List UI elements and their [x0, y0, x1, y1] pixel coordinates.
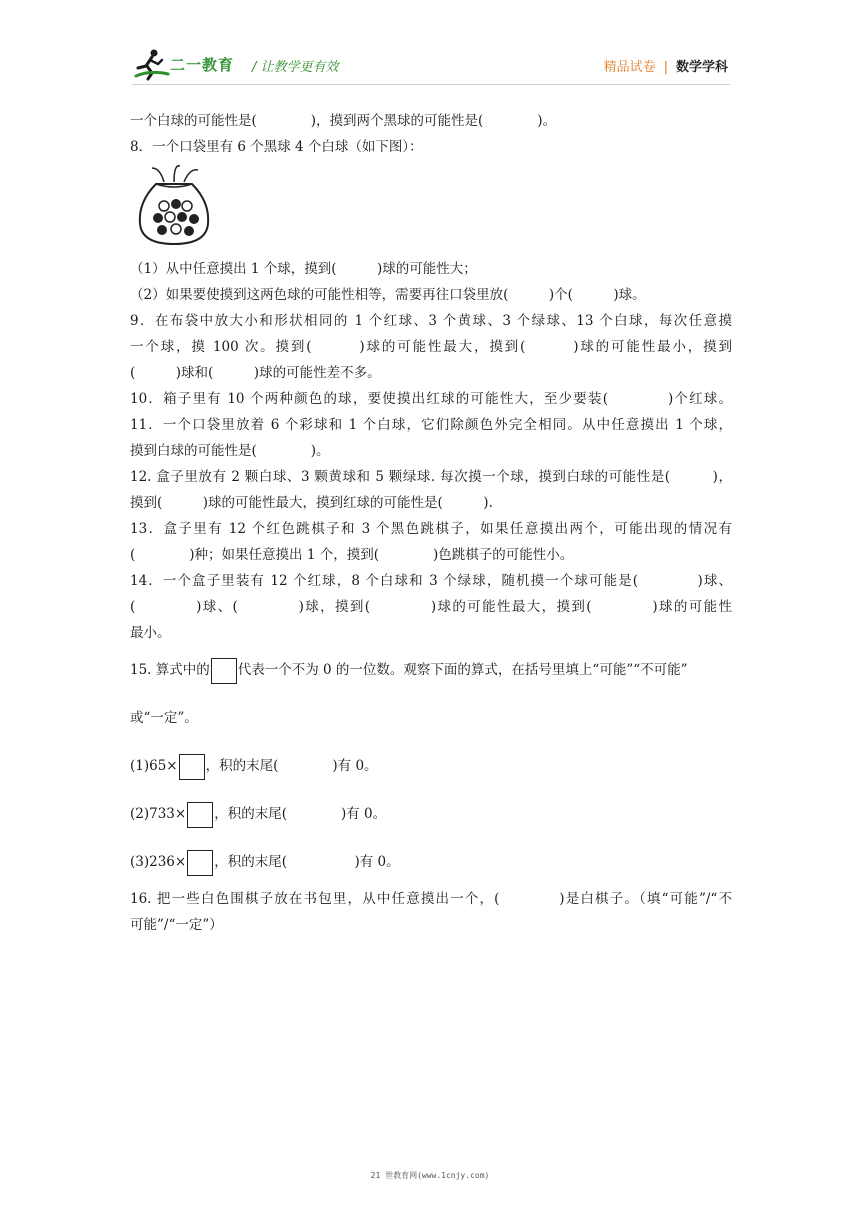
digit-box	[211, 658, 237, 684]
question-9-line-3: ( )球和( )球的可能性差不多。	[130, 365, 381, 381]
runner-icon	[132, 46, 172, 82]
question-10: 10．箱子里有 10 个两种颜色的球，要使摸出红球的可能性大，至少要装( )个红球。	[130, 391, 732, 407]
expression-2: (2)733×	[130, 806, 187, 822]
question-13-line-2: ( )种；如果任意摸出 1 个，摸到( )色跳棋子的可能性小。	[130, 547, 574, 563]
question-9-line-2: 一个球，摸 100 次。摸到( )球的可能性最大，摸到( )球的可能性最小，摸到	[130, 339, 732, 355]
question-9-line-1: 9．在布袋中放大小和形状相同的 1 个红球、3 个黄球、3 个绿球、13 个白球，每次任意摸	[130, 313, 732, 329]
expression-1: (1)65×	[130, 758, 178, 774]
digit-box	[187, 802, 213, 828]
ball-bag-icon	[134, 162, 214, 246]
expression-3-answer: ，积的末尾( )有 0。	[214, 854, 400, 870]
digit-box	[179, 754, 205, 780]
question-15-line-1	[130, 646, 732, 694]
question-content	[130, 108, 732, 938]
logo-text: 二一教育	[170, 56, 235, 74]
expression-3: (3)236×	[130, 854, 187, 870]
question-16-line-1: 16. 把一些白色围棋子放在书包里，从中任意摸出一个，( )是白棋子。（填“可能”/“不	[130, 891, 732, 907]
question-16-line-2: 可能”/“一定”）	[130, 917, 223, 933]
slogan: / 让教学更有效	[252, 60, 339, 75]
logo	[132, 46, 252, 82]
page-footer: 21 世教育网(www.1cnjy.com)	[370, 1171, 490, 1180]
question-15-suffix: 代表一个不为 0 的一位数。观察下面的算式，在括号里填上“可能”“不可能”	[237, 662, 688, 678]
tag-subject: 数学学科	[675, 60, 728, 75]
question-12-line-1: 12. 盒子里放有 2 颗白球、3 颗黄球和 5 颗绿球. 每次摸一个球，摸到白球的可能性是( )，	[130, 469, 732, 485]
question-12-line-2: 摸到( )球的可能性最大，摸到红球的可能性是( ).	[130, 495, 493, 511]
question-15-prefix: 15. 算式中的	[130, 662, 210, 678]
header-tags	[604, 56, 728, 75]
question-14-line-3: 最小。	[130, 625, 171, 641]
expression-2-answer: ，积的末尾( )有 0。	[214, 806, 387, 822]
question-15-line-2: 或“一定”。	[130, 710, 198, 726]
text-line: 一个白球的可能性是( )，摸到两个黑球的可能性是( )。	[130, 113, 557, 129]
question-8-part-1: （1）从中任意摸出 1 个球，摸到( )球的可能性大；	[130, 261, 477, 277]
digit-box	[187, 850, 213, 876]
question-15-part-2	[130, 790, 732, 838]
question-13-line-1: 13．盒子里有 12 个红色跳棋子和 3 个黑色跳棋子，如果任意摸出两个，可能出现的情况有	[130, 521, 732, 537]
question-15-part-3	[130, 838, 732, 886]
question-11-line-2: 摸到白球的可能性是( )。	[130, 443, 330, 459]
tag-premium-exam: 精品试卷	[603, 60, 656, 75]
question-8-part-2: （2）如果要使摸到这两色球的可能性相等，需要再往口袋里放( )个( )球。	[130, 287, 646, 303]
question-14-line-1: 14．一个盒子里装有 12 个红球，8 个白球和 3 个绿球，随机摸一个球可能是( )球、	[130, 573, 732, 589]
question-8: 8．一个口袋里有 6 个黑球 4 个白球（如下图）：	[130, 139, 423, 155]
expression-1-answer: ，积的末尾( )有 0。	[205, 758, 378, 774]
header-rule	[132, 84, 730, 85]
question-11-line-1: 11．一个口袋里放着 6 个彩球和 1 个白球，它们除颜色外完全相同。从中任意摸出 1 个球，	[130, 417, 732, 433]
question-14-line-2: ( )球、( )球，摸到( )球的可能性最大，摸到( )球的可能性	[130, 599, 732, 615]
page-header	[132, 46, 732, 82]
question-15-part-1	[130, 742, 732, 790]
tag-separator: |	[663, 60, 668, 75]
